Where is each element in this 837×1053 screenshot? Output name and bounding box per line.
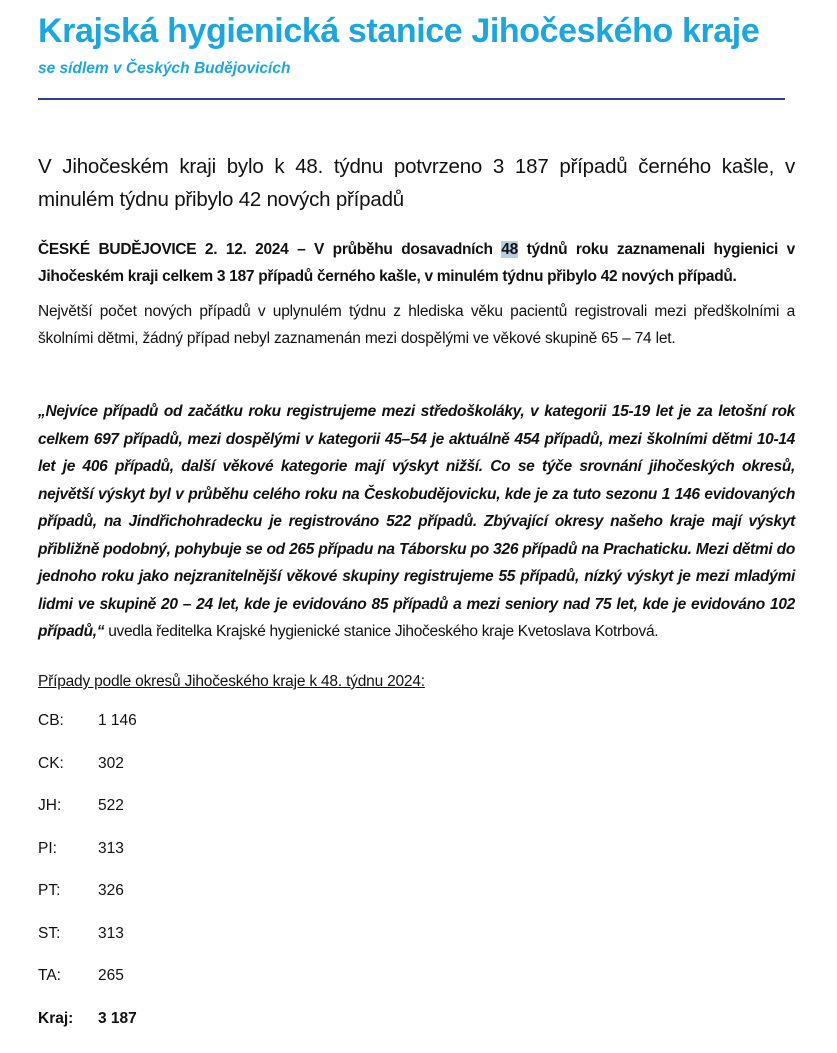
district-value: 313 (98, 839, 124, 857)
district-row (38, 840, 137, 883)
header-divider (38, 98, 785, 100)
lead-highlight: 48 (501, 241, 518, 258)
headline: V Jihočeském kraji bylo k 48. týdnu potvrzeno 3 187 případů černého kašle, v minulém týdnu přibylo 42 nových případů (38, 155, 795, 211)
body-paragraph: Největší počet nových případů v uplynulém týdnu z hlediska věku pacientů registrovali mezi předškolními a školními dětmi, žádný případ nebyl zaznamenán mezi dospělými ve věkové skupině 65 – 74 let. (38, 303, 795, 347)
organization-subtitle: se sídlem v Českých Budějovicích (38, 60, 291, 77)
total-value: 3 187 (98, 1009, 137, 1027)
district-value: 1 146 (98, 712, 137, 729)
region-total-row (38, 1010, 137, 1053)
quote-paragraph (38, 398, 795, 646)
district-row (38, 755, 137, 798)
district-row (38, 882, 137, 925)
district-value: 326 (98, 882, 124, 899)
quote-text: „Nejvíce případů od začátku roku registrujeme mezi středoškoláky, v kategorii 15-19 let je za letošní rok celkem 697 případů, mezi dospělými v kategorii 45–54 je aktuálně 454 případů, mezi školními dětmi 10-14 let je 406 případů, další věkové kategorie mají výskyt nižší. Co se týče srovnání jihočeských okresů, největší výskyt byl v průběhu celého roku na Českobudějovicku, kde je za tuto sezonu 1 146 evidovaných případů, na Jindřichohradecku je registrováno 522 případů. Zbývající okresy našeho kraje mají výskyt přibližně podobný, pohybuje se od 265 případu na Táborsku po 326 případů na Prachaticku. Mezi dětmi do jednoho roku jako nejzranitelnější věkové skupiny registrujeme 55 případů, nízký výskyt je mezi mladými lidmi ve skupině 20 – 24 let, kde je evidováno 85 případů a mezi seniory nad 75 let, kde je evidováno 102 případů,“ (38, 403, 795, 640)
district-code: JH: (38, 797, 62, 814)
district-value: 302 (98, 754, 124, 772)
district-code: TA: (38, 967, 61, 984)
district-code: CB: (38, 712, 64, 729)
lead-text-after: týdnů roku zaznamenali hygienici v Jihočeském kraji celkem 3 187 případů černého kašle, v minulém týdnu přibylo 42 nových případů. (38, 241, 795, 285)
district-row (38, 712, 137, 755)
lead-text-before: ČESKÉ BUDĚJOVICE 2. 12. 2024 – V průběhu dosavadních (38, 241, 502, 258)
district-row (38, 925, 137, 968)
lead-paragraph (38, 236, 795, 290)
organization-title: Krajská hygienická stanice Jihočeského kraje (38, 12, 760, 50)
districts-title: Případy podle okresů Jihočeského kraje k 48. týdnu 2024: (38, 673, 425, 690)
district-code: ST: (38, 924, 61, 942)
districts-list (38, 712, 137, 1052)
district-value: 313 (98, 924, 124, 942)
district-value: 522 (98, 797, 124, 814)
total-label: Kraj: (38, 1009, 74, 1027)
district-value: 265 (98, 967, 124, 984)
quote-attribution: uvedla ředitelka Krajské hygienické stanice Jihočeského kraje Kvetoslava Kotrbová. (104, 623, 659, 640)
district-row (38, 797, 137, 840)
district-code: CK: (38, 754, 64, 772)
district-code: PT: (38, 882, 61, 899)
district-row (38, 967, 137, 1010)
district-code: PI: (38, 839, 57, 857)
